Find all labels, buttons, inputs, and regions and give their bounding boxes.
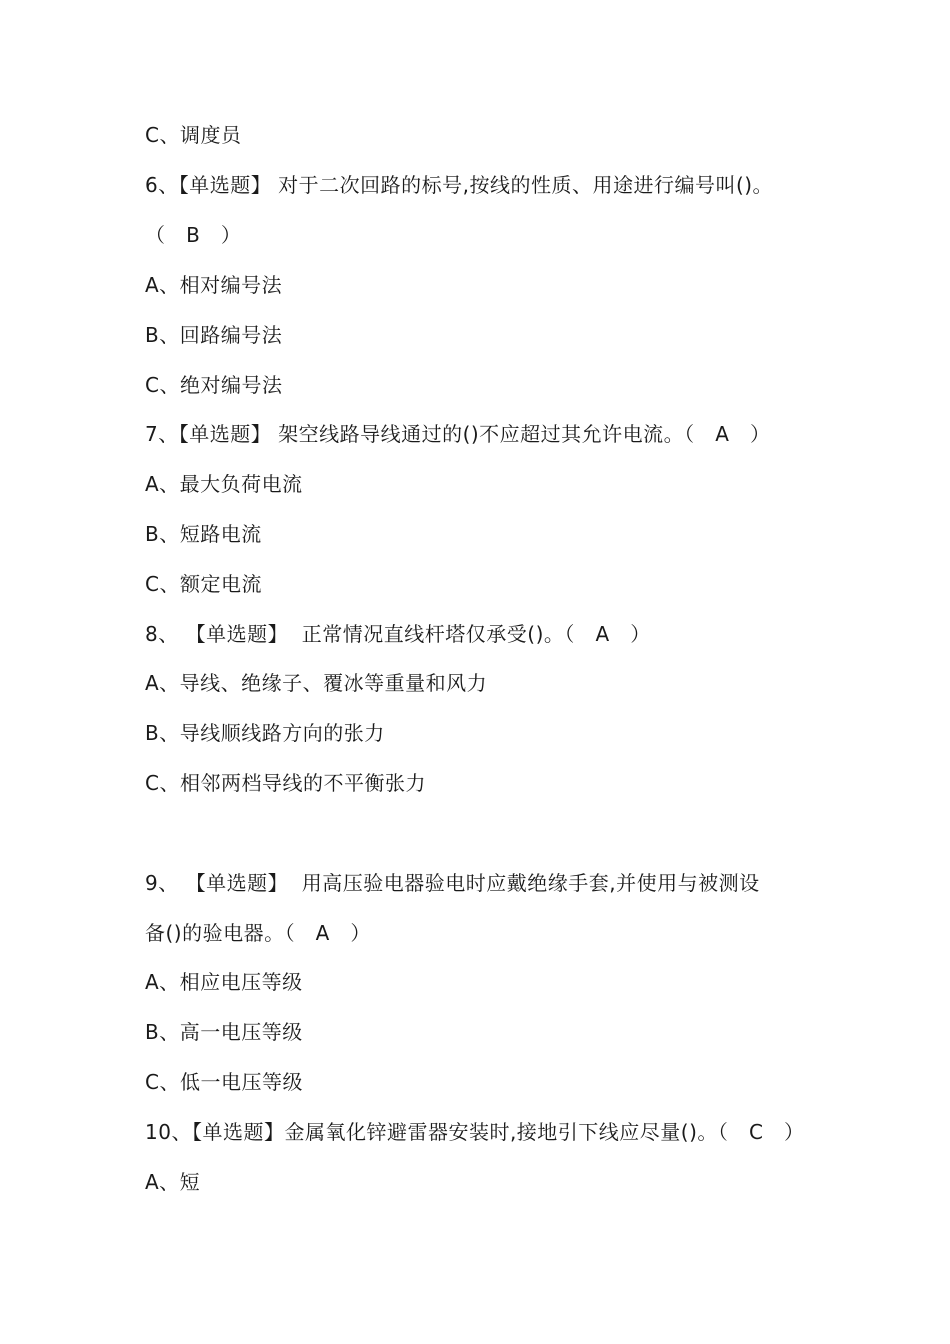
q9-question: 9、 【单选题】 用高压验电器验电时应戴绝缘手套,并使用与被测设	[145, 871, 760, 895]
q10-question: 10、【单选题】金属氧化锌避雷器安装时,接地引下线应尽量()。（ C ）	[145, 1120, 805, 1144]
q7-option-b: B、短路电流	[145, 522, 262, 546]
q9-option-c: C、低一电压等级	[145, 1070, 303, 1094]
q6-option-b: B、回路编号法	[145, 323, 283, 347]
q10-option-a: A、短	[145, 1170, 201, 1194]
q6-option-a: A、相对编号法	[145, 273, 283, 297]
q5-option-c: C、调度员	[145, 123, 242, 147]
q6-question: 6、【单选题】 对于二次回路的标号,按线的性质、用途进行编号叫()。	[145, 173, 774, 197]
q8-option-b: B、导线顺线路方向的张力	[145, 721, 385, 745]
q6-option-c: C、绝对编号法	[145, 373, 283, 397]
q7-option-c: C、额定电流	[145, 572, 262, 596]
q8-option-a: A、导线、绝缘子、覆冰等重量和风力	[145, 671, 488, 695]
q9-option-b: B、高一电压等级	[145, 1020, 303, 1044]
q6-answer: （ B ）	[145, 223, 242, 247]
q8-option-c: C、相邻两档导线的不平衡张力	[145, 771, 426, 795]
q7-option-a: A、最大负荷电流	[145, 472, 303, 496]
q8-question: 8、 【单选题】 正常情况直线杆塔仅承受()。（ A ）	[145, 622, 651, 646]
q7-question: 7、【单选题】 架空线路导线通过的()不应超过其允许电流。（ A ）	[145, 422, 771, 446]
q9-question-cont: 备()的验电器。（ A ）	[145, 921, 371, 945]
q9-option-a: A、相应电压等级	[145, 970, 303, 994]
